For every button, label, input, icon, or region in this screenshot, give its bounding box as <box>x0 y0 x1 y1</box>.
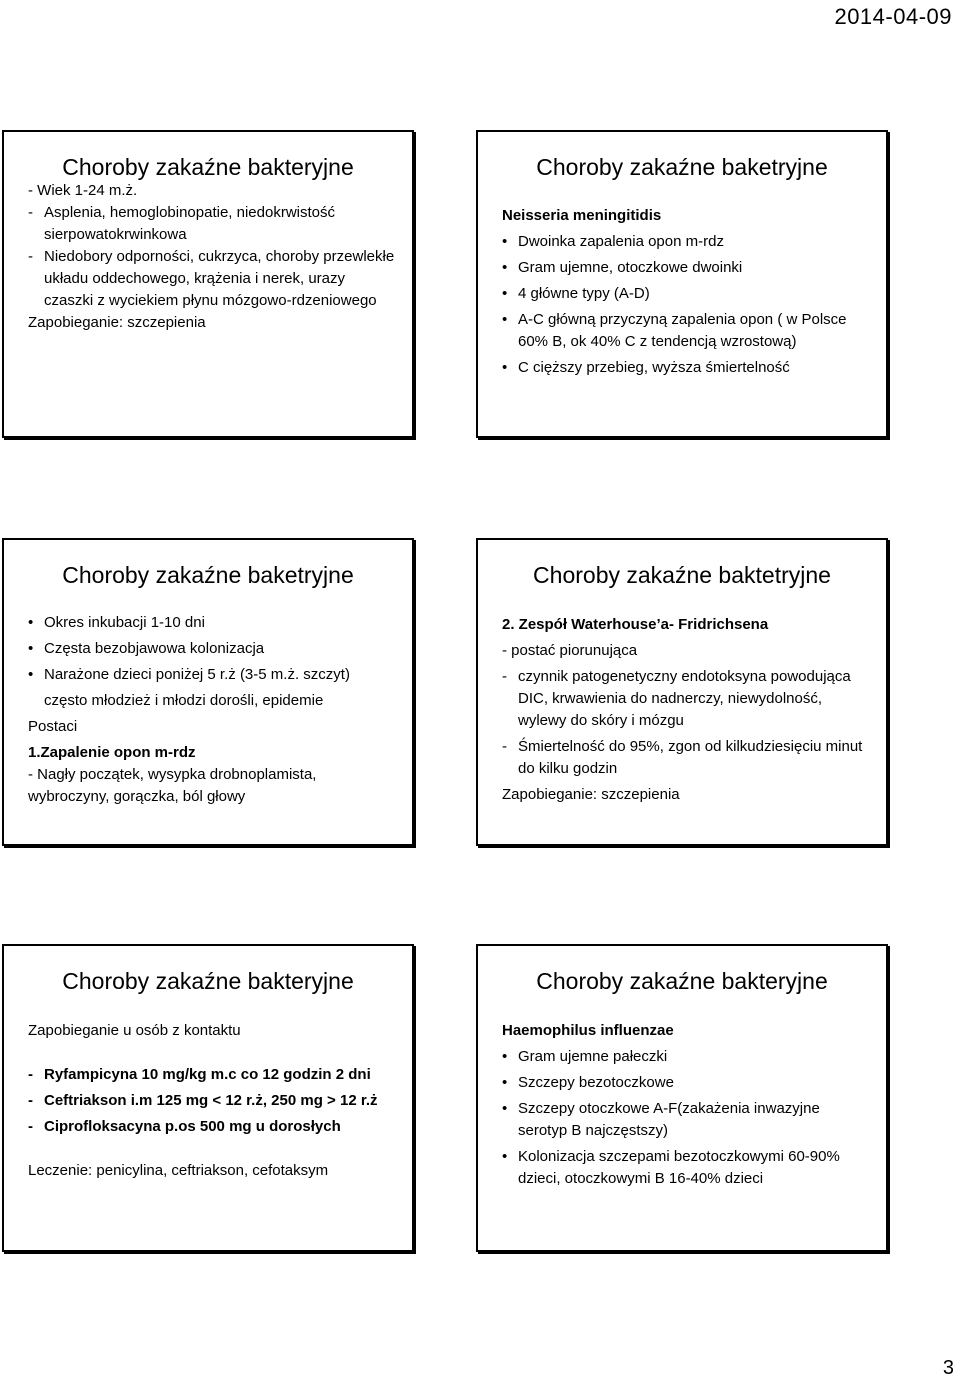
slide-body <box>28 612 398 808</box>
list-item: • Gram ujemne, otoczkowe dwoinki <box>502 257 872 279</box>
list-item: • Szczepy bezotoczkowe <box>502 1072 872 1094</box>
slide-body <box>502 205 872 383</box>
prevention-text: Zapobieganie: szczepienia <box>502 786 680 803</box>
slide-subheading: 1.Zapalenie opon m-rdz <box>28 744 196 761</box>
slide-heading: 2. Zespół Waterhouse’a- Fridrichsena <box>502 616 769 633</box>
page-header-date: 2014-04-09 <box>834 4 952 29</box>
slide-body <box>28 180 398 334</box>
list-item: • Szczepy otoczkowe A-F(zakażenia inwazyjne serotyp B najczęstszy) <box>502 1098 872 1142</box>
postaci-label: Postaci <box>28 718 78 735</box>
prevention-text: Zapobieganie: szczepienia <box>28 314 206 331</box>
slide-title: Choroby zakaźne bakteryjne <box>62 154 354 180</box>
slide-heading: Haemophilus influenzae <box>502 1022 674 1039</box>
list-item: • Dwoinka zapalenia opon m-rdz <box>502 231 872 253</box>
slide-4 <box>476 538 888 846</box>
list-item: - czynnik patogenetyczny endotoksyna powodująca DIC, krwawienia do nadnerczy, niewydolność, wylewy do skóry i mózgu <box>502 668 851 729</box>
slide-1 <box>2 130 414 438</box>
slide-title: Choroby zakaźne bakteryjne <box>536 968 828 994</box>
intro-text: Zapobieganie u osób z kontaktu <box>28 1022 241 1039</box>
indented-text: często młodzież i młodzi dorośli, epidemie <box>44 692 324 709</box>
list-item: • A-C główną przyczyną zapalenia opon ( w Polsce 60% B, ok 40% C z tendencją wzrostową) <box>502 309 872 353</box>
list-item: • Częsta bezobjawowa kolonizacja <box>28 638 398 660</box>
slide-6 <box>476 944 888 1252</box>
list-item: • Okres inkubacji 1-10 dni <box>28 612 398 634</box>
slide-body <box>28 1020 398 1182</box>
page-number: 3 <box>942 1357 954 1379</box>
list-item: - Niedobory odporności, cukrzyca, choroby przewlekłe układu oddechowego, krążenia i nerek, urazy czaszki z wyciekiem płynu mózgowo-rdzeniowego <box>28 248 395 309</box>
list-item: • C cięższy przebieg, wyższa śmiertelność <box>502 357 872 379</box>
slide-title: Choroby zakaźne baketryjne <box>62 562 354 588</box>
slide-heading: Neisseria meningitidis <box>502 207 662 224</box>
slide-title: Choroby zakaźne baketryjne <box>536 154 828 180</box>
slide-5 <box>2 944 414 1252</box>
treatment-text: Leczenie: penicylina, ceftriakson, cefotaksym <box>28 1162 329 1179</box>
slide-title: Choroby zakaźne bakteryjne <box>62 968 354 994</box>
slide-body <box>502 614 872 806</box>
form-text: - postać piorunująca <box>502 642 638 659</box>
list-item: - Śmiertelność do 95%, zgon od kilkudziesięciu minut do kilku godzin <box>502 738 863 777</box>
list-item: - Asplenia, hemoglobinopatie, niedokrwistość sierpowatokrwinkowa <box>28 204 336 243</box>
list-item: - Wiek 1-24 m.ż. <box>28 182 138 199</box>
description-text: - Nagły początek, wysypka drobnoplamista, wybroczyny, gorączka, ból głowy <box>28 766 317 805</box>
list-item: - Ceftriakson i.m 125 mg < 12 r.ż, 250 mg > 12 r.ż <box>28 1092 378 1109</box>
slide-body <box>502 1020 872 1194</box>
slide-2 <box>476 130 888 438</box>
list-item: - Ryfampicyna 10 mg/kg m.c co 12 godzin 2 dni <box>28 1066 371 1083</box>
list-item: • Kolonizacja szczepami bezotoczkowymi 60-90% dzieci, otoczkowymi B 16-40% dzieci <box>502 1146 872 1190</box>
slide-title: Choroby zakaźne baktetryjne <box>533 562 831 588</box>
list-item: - Ciprofloksacyna p.os 500 mg u dorosłych <box>28 1118 341 1135</box>
list-item: • Gram ujemne pałeczki <box>502 1046 872 1068</box>
slide-3 <box>2 538 414 846</box>
list-item: • Narażone dzieci poniżej 5 r.ż (3-5 m.ż. szczyt) <box>28 664 398 686</box>
list-item: • 4 główne typy (A-D) <box>502 283 872 305</box>
